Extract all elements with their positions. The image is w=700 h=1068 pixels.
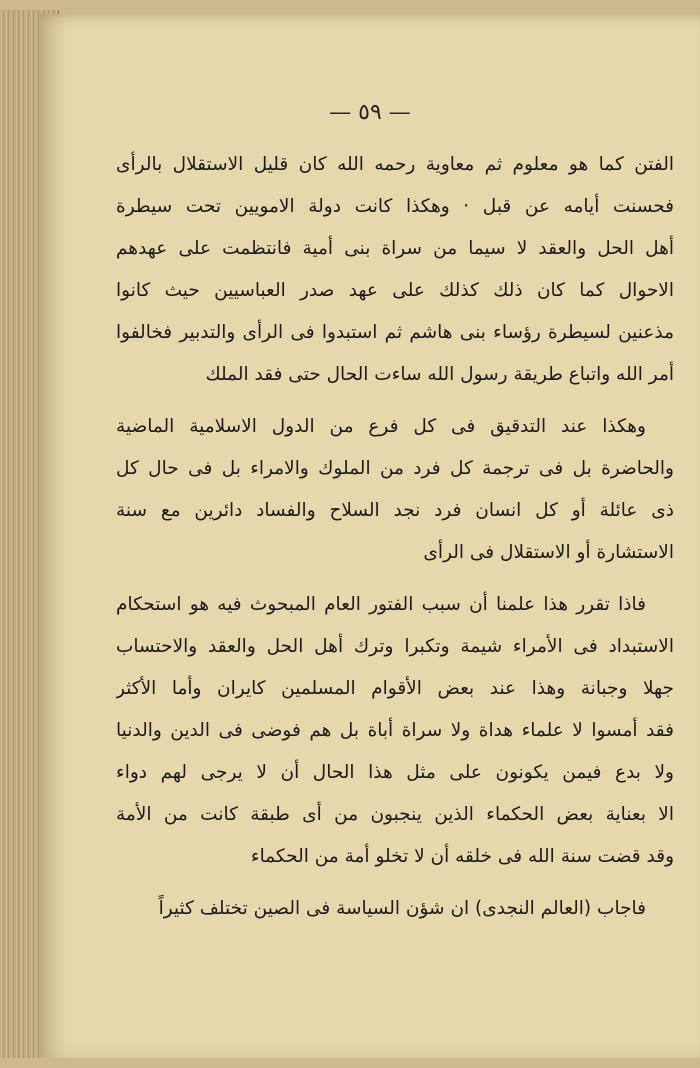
text-line: مذعنين لسيطرة رؤساء بنى هاشم ثم استبدوا فى الرأى والتدبير فخالفوا [116, 322, 674, 343]
text-line: فحسنت أيامه عن قبل · وهكذا كانت دولة الامويين تحت سيطرة [116, 196, 674, 217]
text-line: جهلا وجبانة وهذا عند بعض الأقوام المسلمين كايران وأما الأكثر [116, 678, 674, 699]
text-line: أهل الحل والعقد لا سيما من سراة بنى أمية فانتظمت على عهدهم [116, 238, 674, 259]
text-line: والحاضرة بل فى ترجمة كل فرد من الملوك والامراء بل فى حال كل [116, 458, 674, 479]
paragraph [116, 406, 674, 574]
paragraph [116, 144, 674, 396]
text-line: الفتن كما هو معلوم ثم معاوية رحمه الله كان قليل الاستقلال بالرأى [116, 154, 674, 175]
text-line: الاستبداد فى الأمراء شيمة وتكبرا وترك أهل الحل والعقد والاحتساب [116, 636, 674, 657]
text-line: الا بعناية بعض الحكماء الذين ينجبون من أى طبقة كانت من الأمة [116, 804, 674, 825]
paragraph [116, 888, 674, 930]
paragraph [116, 584, 674, 878]
text-line: وقد قضت سنة الله فى خلقه أن لا تخلو أمة من الحكماء [250, 846, 674, 867]
text-line: ولا بدع فيمن يكونون على مثل هذا الحال أن لا يرجى لهم دواء [116, 762, 674, 783]
text-line: الاستشارة أو الاستقلال فى الرأى [423, 542, 674, 563]
text-line: أمر الله واتباع طريقة رسول الله ساءت الحال حتى فقد الملك [205, 364, 674, 385]
text-line: ذى عائلة أو كل انسان فرد نجد السلاح والفساد دائرين مع سنة [116, 500, 674, 521]
text-line: فاجاب (العالم النجدى) ان شؤن السياسة فى الصين تختلف كثيراً [158, 898, 646, 919]
text-line: وهكذا عند التدقيق فى كل فرع من الدول الاسلامية الماضية [116, 416, 646, 437]
text-line: فاذا تقرر هذا علمنا أن سبب الفتور العام المبحوث فيه هو استحكام [116, 594, 646, 615]
page-number: — ٥٩ — [329, 100, 411, 125]
body-text [116, 144, 674, 930]
text-line: فقد أمسوا لا علماء هداة ولا سراة أباة بل هم فوضى فى الدين والدنيا [116, 720, 674, 741]
text-line: الاحوال كما كان ذلك كذلك على عهد صدر العباسيين حيث كانوا [116, 280, 674, 301]
page-sheet [40, 14, 700, 1058]
